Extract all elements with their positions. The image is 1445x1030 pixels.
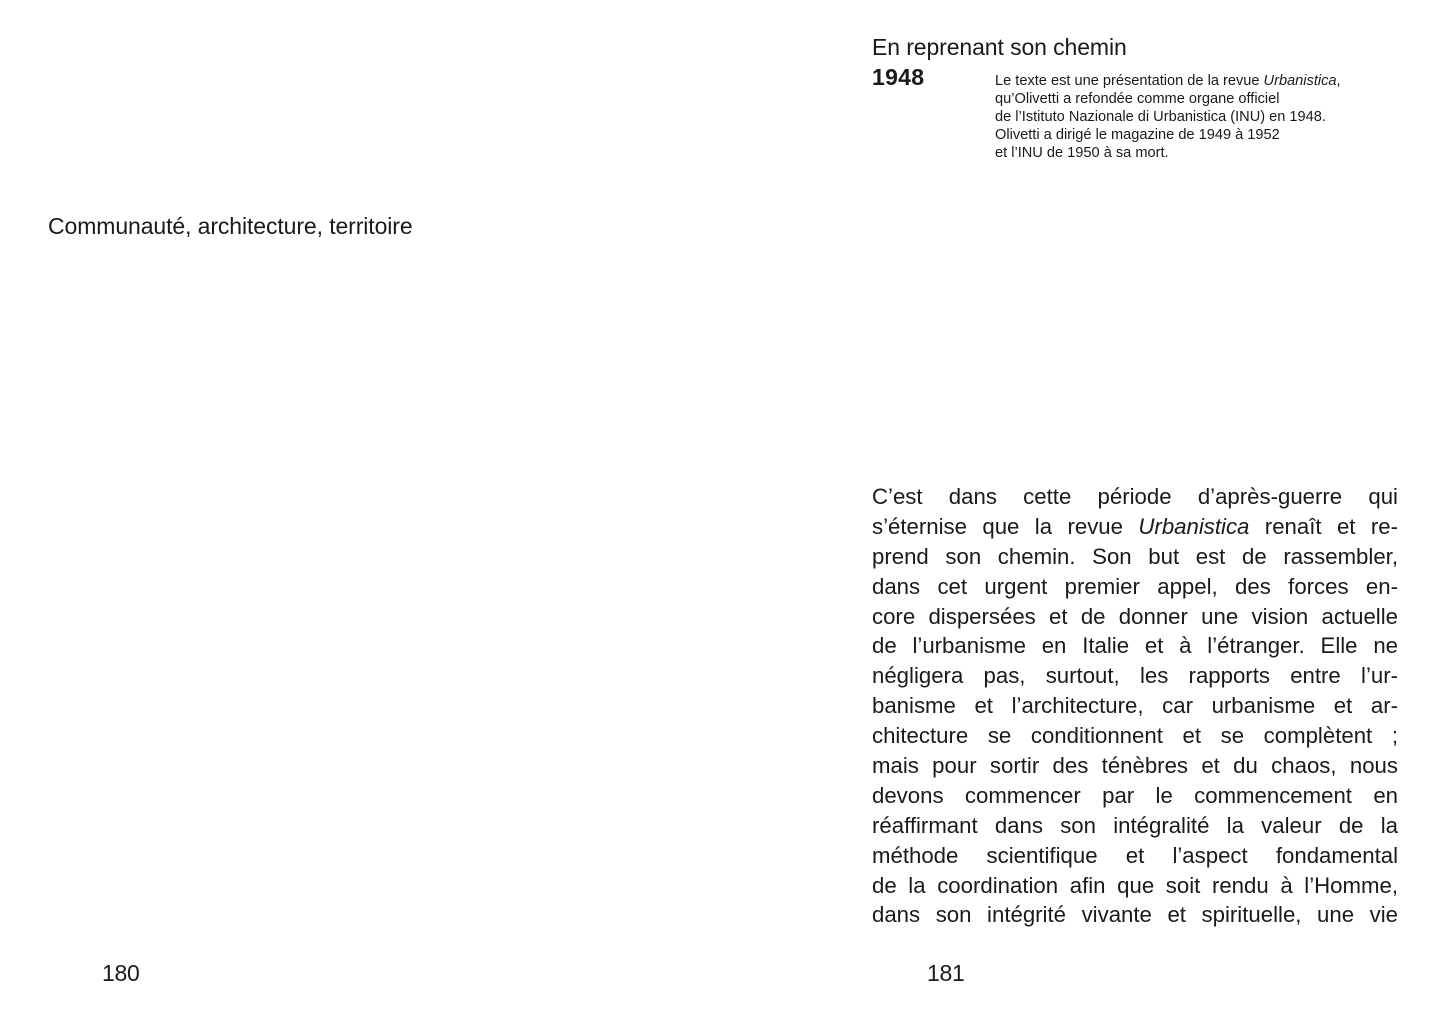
section-title: Communauté, architecture, territoire — [48, 213, 413, 239]
note-line: et l’INU de 1950 à sa mort. — [995, 145, 1169, 162]
journal-title: Urbanistica — [1263, 73, 1337, 89]
right-page — [722, 0, 1445, 1030]
body-line: core dispersées et de donner une vision actuelle — [872, 603, 1398, 629]
note-line: Le texte est une présentation de la revue Urbanistica, — [995, 73, 1341, 89]
body-line: mais pour sortir des ténèbres et du chaos, nous — [872, 753, 1398, 779]
chapter-note — [995, 72, 1415, 162]
body-line: banisme et l’architecture, car urbanisme et ar- — [872, 693, 1398, 719]
body-line: chitecture se conditionnent et se complètent ; — [872, 723, 1398, 749]
body-line: méthode scientifique et l’aspect fondamental — [872, 842, 1398, 868]
note-line: de l’Istituto Nazionale di Urbanistica (INU) en 1948. — [995, 109, 1326, 126]
body-line: de l’urbanisme en Italie et à l’étranger. Elle ne — [872, 633, 1398, 659]
body-line: s’éternise que la revue Urbanistica renaît et re- — [872, 513, 1398, 539]
page-number-right: 181 — [927, 960, 965, 986]
chapter-year: 1948 — [872, 64, 925, 90]
body-line: devons commencer par le commencement en — [872, 782, 1398, 808]
body-paragraph — [872, 482, 1398, 930]
chapter-title: En reprenant son chemin — [872, 34, 1127, 60]
body-line: dans cet urgent premier appel, des forces en- — [872, 573, 1398, 599]
body-line: prend son chemin. Son but est de rassembler, — [872, 543, 1398, 569]
page-number-left: 180 — [102, 960, 140, 986]
note-line: qu’Olivetti a refondée comme organe officiel — [995, 91, 1280, 108]
journal-title: Urbanistica — [1138, 513, 1250, 539]
body-line: C’est dans cette période d’après-guerre qui — [872, 484, 1398, 509]
left-page — [0, 0, 722, 1030]
body-line: dans son intégrité vivante et spirituelle, une vie — [872, 902, 1398, 928]
body-line: réaffirmant dans son intégralité la valeur de la — [872, 812, 1398, 838]
body-line: de la coordination afin que soit rendu à l’Homme, — [872, 872, 1398, 898]
body-line: négligera pas, surtout, les rapports entre l’ur- — [872, 663, 1398, 689]
note-line: Olivetti a dirigé le magazine de 1949 à 1952 — [995, 127, 1280, 144]
